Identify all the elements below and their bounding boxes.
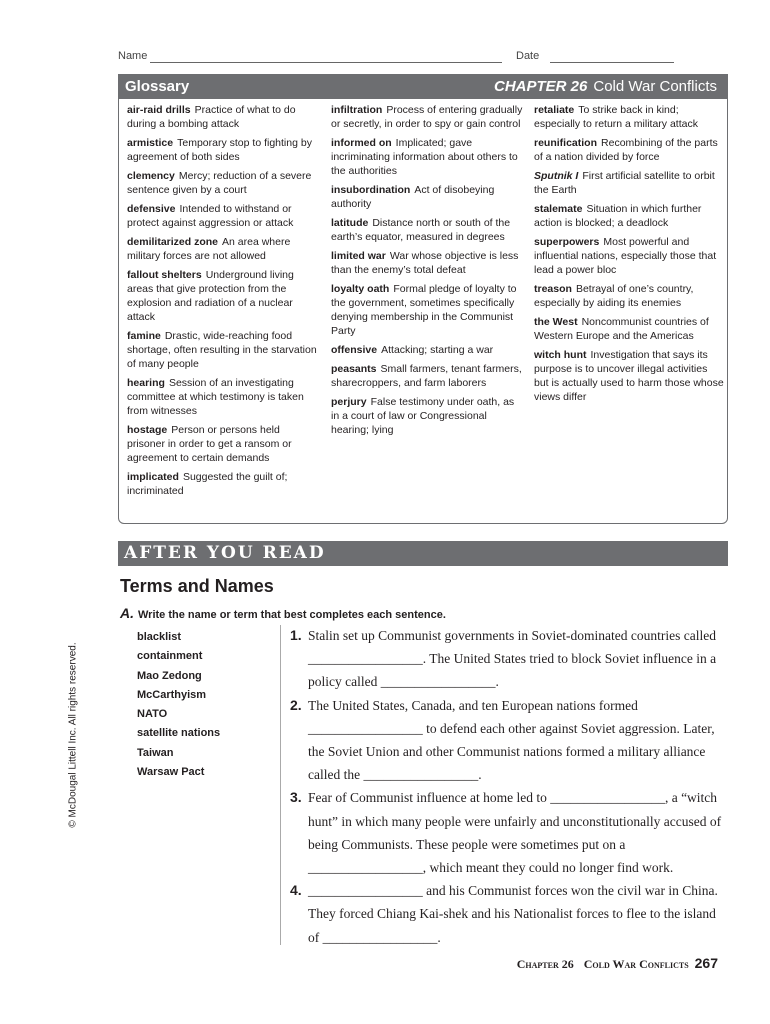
word-bank-item: Mao Zedong xyxy=(137,669,202,682)
glossary-definition: Noncommunist countries of Western Europe and the Americas xyxy=(534,316,709,342)
glossary-column-3 xyxy=(534,103,724,409)
word-bank xyxy=(137,628,220,782)
glossary-entry xyxy=(331,136,523,178)
glossary-term: armistice xyxy=(127,137,174,149)
glossary-definition: First artificial satellite to orbit the Earth xyxy=(534,170,715,196)
glossary-entry xyxy=(534,235,724,277)
date-line[interactable] xyxy=(550,62,674,63)
glossary-entry xyxy=(127,268,319,324)
glossary-term: limited war xyxy=(331,250,386,262)
glossary-entry xyxy=(331,362,523,390)
name-line[interactable] xyxy=(150,62,502,63)
glossary-definition: Person or persons held prisoner in order to get a ransom or agreement to certain demands xyxy=(127,424,292,464)
glossary-term: infiltration xyxy=(331,104,383,116)
glossary-entry xyxy=(331,103,523,131)
glossary-term: informed on xyxy=(331,137,392,149)
instruction-text: Write the name or term that best completes each sentence. xyxy=(138,609,446,621)
glossary-entry xyxy=(534,282,724,310)
glossary-definition: War whose objective is less than the enemy’s total defeat xyxy=(331,250,519,276)
glossary-entry xyxy=(127,423,319,465)
glossary-entry xyxy=(534,202,724,230)
glossary-term: fallout shelters xyxy=(127,269,202,281)
page-footer xyxy=(517,955,718,973)
glossary-entry xyxy=(331,282,523,338)
word-bank-item: Taiwan xyxy=(137,746,174,759)
chapter-number: CHAPTER 26 xyxy=(494,78,588,95)
glossary-term: the West xyxy=(534,316,578,328)
question-text[interactable]: The United States, Canada, and ten European nations formed _________________ to defend each other against Soviet aggression. Later, the Soviet Union and other Communist nations formed a military alliance called the _________________. xyxy=(308,697,715,783)
glossary-definition: An area where military forces are not allowed xyxy=(127,236,291,262)
glossary-term: implicated xyxy=(127,471,179,483)
glossary-definition: Session of an investigating committee at which testimony is taken from witnesses xyxy=(127,377,304,417)
glossary-definition: False testimony under oath, as in a court of law or Congressional hearing; lying xyxy=(331,396,515,436)
question-text[interactable]: Fear of Communist influence at home led to _________________, a “witch hunt” in which many people were unfairly and unconstitutionally accused of being Communists. These people were sometimes put on a _________________, which meant they could no longer find work. xyxy=(308,790,722,876)
glossary-entry xyxy=(127,235,319,263)
footer-chapter: Chapter 26 xyxy=(516,957,574,971)
glossary-definition: Distance north or south of the earth’s equator, measured in degrees xyxy=(331,217,511,243)
page-number: 267 xyxy=(694,955,718,971)
glossary-term: hostage xyxy=(127,424,168,436)
glossary-entry xyxy=(127,103,319,131)
question-number: 3. xyxy=(290,789,302,806)
chapter-title: Cold War Conflicts xyxy=(593,78,717,95)
glossary-definition: Attacking; starting a war xyxy=(381,344,494,356)
glossary-term: famine xyxy=(127,330,161,342)
divider-line xyxy=(280,625,281,945)
word-bank-item: NATO xyxy=(137,708,168,721)
glossary-definition: Underground living areas that give protection from the explosion and radiation of a nuclear attack xyxy=(127,269,294,323)
glossary-box xyxy=(118,74,728,524)
glossary-definition: Act of disobeying authority xyxy=(331,184,495,210)
glossary-term: clemency xyxy=(127,170,175,182)
glossary-definition: To strike back in kind; especially to return a military attack xyxy=(534,104,698,130)
question-1 xyxy=(290,624,730,694)
glossary-entry xyxy=(127,329,319,371)
glossary-entry xyxy=(534,103,724,131)
question-text[interactable]: Stalin set up Communist governments in Soviet-dominated countries called _________________. The United States tried to block Soviet influence in a policy called _________________. xyxy=(308,628,717,690)
glossary-term: retaliate xyxy=(534,104,575,116)
question-number: 2. xyxy=(290,696,302,713)
glossary-definition: Recombining of the parts of a nation divided by force xyxy=(534,137,718,163)
glossary-term: latitude xyxy=(331,217,369,229)
glossary-definition: Investigation that says its purpose is to uncover illegal activities but is actually used to harm those whose views differ xyxy=(534,349,724,403)
glossary-entry xyxy=(534,348,724,404)
glossary-entry xyxy=(127,169,319,197)
glossary-entry xyxy=(127,376,319,418)
glossary-term: stalemate xyxy=(534,203,583,215)
glossary-column-2 xyxy=(331,103,523,442)
glossary-definition: Most powerful and influential nations, especially those that lead a power bloc xyxy=(534,236,717,276)
glossary-definition: Process of entering gradually or secretly, in order to spy or gain control xyxy=(331,104,523,130)
glossary-term: reunification xyxy=(534,137,598,149)
glossary-entry xyxy=(331,216,523,244)
date-label: Date xyxy=(516,50,540,62)
instruction-letter: A. xyxy=(120,605,134,621)
glossary-term: insubordination xyxy=(331,184,411,196)
glossary-definition: Temporary stop to fighting by agreement of both sides xyxy=(127,137,312,163)
glossary-term: treason xyxy=(534,283,572,295)
name-label: Name xyxy=(118,50,148,62)
glossary-definition: Intended to withstand or protect against aggression or attack xyxy=(127,203,294,229)
glossary-definition: Situation in which further action is blocked; a deadlock xyxy=(534,203,702,229)
glossary-definition: Implicated; gave incriminating information about others to the authorities xyxy=(331,137,518,177)
glossary-term: Sputnik I xyxy=(534,170,579,182)
glossary-entry xyxy=(534,169,724,197)
chapter-heading xyxy=(494,78,717,95)
question-number: 4. xyxy=(290,882,302,899)
glossary-entry xyxy=(331,249,523,277)
glossary-entry xyxy=(127,202,319,230)
glossary-term: hearing xyxy=(127,377,165,389)
instruction xyxy=(120,605,446,621)
word-bank-item: blacklist xyxy=(137,631,182,643)
glossary-entry xyxy=(331,343,523,357)
question-2 xyxy=(290,694,730,787)
terms-heading: Terms and Names xyxy=(120,576,274,596)
after-you-read-bar xyxy=(118,541,728,566)
word-bank-item: satellite nations xyxy=(137,727,221,740)
copyright-notice: © McDougal Littell Inc. All rights reserved. xyxy=(67,642,79,828)
glossary-term: peasants xyxy=(331,363,377,375)
glossary-definition: Small farmers, tenant farmers, sharecroppers, and farm laborers xyxy=(331,363,522,389)
glossary-term: demilitarized zone xyxy=(127,236,219,248)
word-bank-item: McCarthyism xyxy=(137,688,207,701)
name-date-row xyxy=(118,50,678,68)
questions xyxy=(290,624,730,949)
glossary-definition: Suggested the guilt of; incriminated xyxy=(127,471,288,497)
glossary-entry xyxy=(127,470,319,498)
glossary-term: loyalty oath xyxy=(331,283,390,295)
glossary-title: Glossary xyxy=(125,78,190,95)
glossary-term: superpowers xyxy=(534,236,600,248)
glossary-term: offensive xyxy=(331,344,378,356)
glossary-entry xyxy=(331,183,523,211)
word-bank-item: containment xyxy=(137,650,203,663)
glossary-header xyxy=(119,75,727,99)
word-bank-item: Warsaw Pact xyxy=(137,766,205,779)
glossary-entry xyxy=(534,315,724,343)
glossary-entry xyxy=(127,136,319,164)
after-you-read-title: AFTER YOU READ xyxy=(124,543,326,563)
glossary-definition: Formal pledge of loyalty to the government, sometimes specifically denying membership in the Communist Party xyxy=(331,283,517,337)
glossary-column-1 xyxy=(127,103,319,503)
glossary-definition: Practice of what to do during a bombing attack xyxy=(127,104,296,130)
glossary-definition: Mercy; reduction of a severe sentence given by a court xyxy=(127,170,312,196)
glossary-entry xyxy=(534,136,724,164)
question-4 xyxy=(290,879,730,949)
question-number: 1. xyxy=(290,627,302,643)
glossary-term: defensive xyxy=(127,203,176,215)
glossary-term: witch hunt xyxy=(534,349,587,361)
question-text[interactable]: _________________ and his Communist forces won the civil war in China. They forced Chiang Kai-shek and his Nationalist forces to flee to the island of _________________. xyxy=(308,883,718,945)
glossary-term: perjury xyxy=(331,396,367,408)
glossary-definition: Betrayal of one’s country, especially by aiding its enemies xyxy=(534,283,694,309)
glossary-entry xyxy=(331,395,523,437)
footer-title: Cold War Conflicts xyxy=(583,957,689,971)
question-3 xyxy=(290,786,730,879)
glossary-definition: Drastic, wide-reaching food shortage, often resulting in the starvation of many people xyxy=(127,330,317,370)
glossary-term: air-raid drills xyxy=(127,104,191,116)
